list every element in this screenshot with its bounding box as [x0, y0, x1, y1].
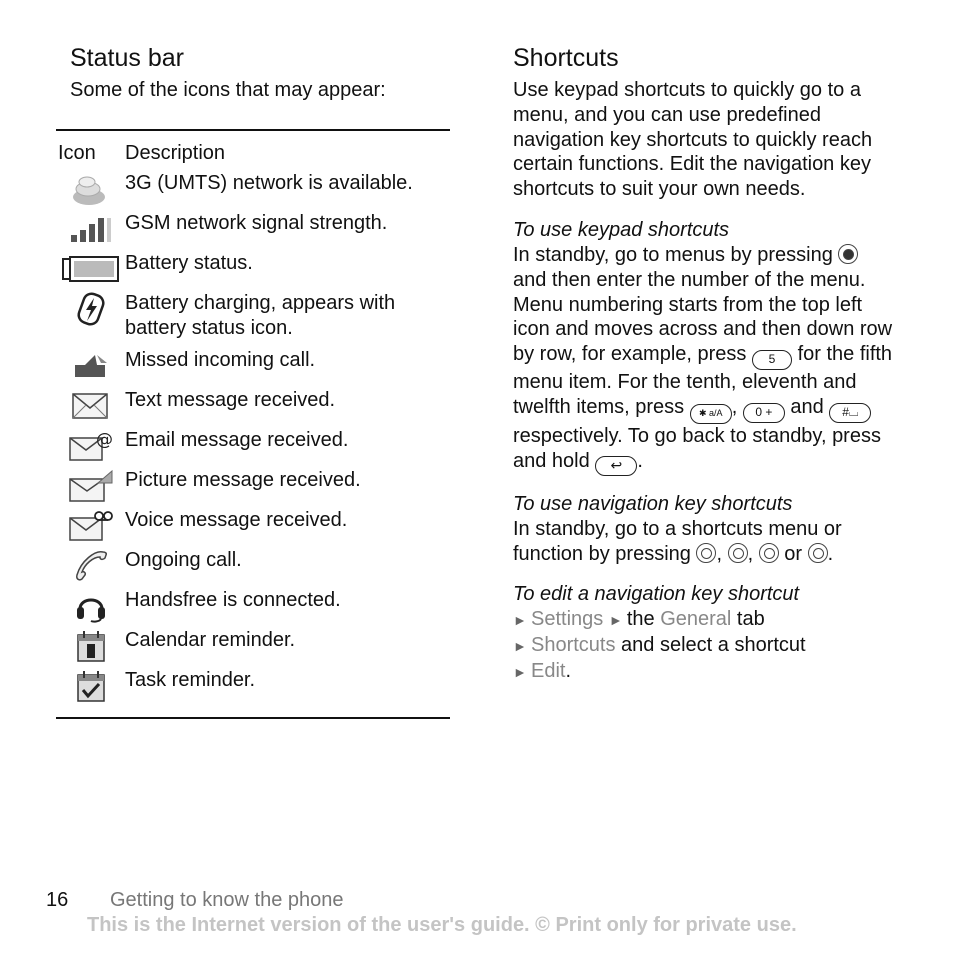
calendar-reminder-icon [56, 626, 125, 666]
row-description: Text message received. [125, 389, 336, 411]
icon-table [56, 129, 450, 719]
table-row [56, 249, 450, 289]
battery-icon [56, 249, 125, 289]
edit-shortcut-steps [513, 607, 897, 684]
back-key-icon: ↩ [595, 456, 637, 476]
nav-right-key-icon [808, 543, 828, 563]
key-zero-icon: 0 + [743, 403, 785, 423]
menu-settings: Settings [531, 608, 604, 631]
key-star-icon: ✱ a/A [690, 404, 732, 424]
signal-strength-icon [56, 209, 125, 249]
table-row [56, 626, 450, 666]
table-row [56, 666, 450, 706]
row-description: Missed incoming call. [125, 349, 316, 371]
menu-edit: Edit [531, 659, 566, 682]
handsfree-icon [56, 586, 125, 626]
menu-general-tab: General [660, 608, 732, 631]
key-hash-icon: #⌴ [829, 403, 871, 423]
row-description: Handsfree is connected. [125, 589, 341, 611]
nav-down-key-icon [728, 543, 748, 563]
table-row [56, 506, 450, 546]
table-row [56, 169, 450, 209]
arrow-right-icon: ► [513, 612, 527, 629]
col-header-icon: Icon [58, 141, 96, 164]
table-row [56, 209, 450, 249]
nav-shortcuts-heading: To use navigation key shortcuts [513, 492, 793, 515]
nav-shortcuts-text: In standby, go to a shortcuts menu or function by pressing , , or . [513, 517, 842, 565]
page-number: 16 [46, 889, 69, 911]
step-line: ► Settings ► the General tab [513, 607, 897, 633]
arrow-right-icon: ► [608, 612, 623, 629]
row-description: Task reminder. [125, 669, 256, 691]
status-bar-title: Status bar [70, 44, 184, 72]
nav-left-key-icon [759, 543, 779, 563]
voice-message-icon [56, 506, 125, 546]
missed-call-icon [56, 346, 125, 386]
svg-text:@: @ [95, 430, 113, 450]
status-bar-intro: Some of the icons that may appear: [70, 79, 386, 101]
3g-network-icon [56, 169, 125, 209]
shortcuts-section [513, 40, 897, 685]
footer-note: This is the Internet version of the user's guide. © Print only for private use. [87, 914, 797, 936]
table-row [56, 386, 450, 426]
nav-up-key-icon [696, 543, 716, 563]
status-bar-section [56, 40, 450, 719]
picture-message-icon [56, 466, 125, 506]
table-row [56, 426, 450, 466]
edit-shortcut-heading: To edit a navigation key shortcut [513, 583, 800, 606]
row-description: Calendar reminder. [125, 629, 296, 651]
arrow-right-icon: ► [513, 663, 527, 680]
step-line: ► Shortcuts and select a shortcut [513, 633, 897, 659]
table-row [56, 546, 450, 586]
ongoing-call-icon [56, 546, 125, 586]
table-row [56, 466, 450, 506]
keypad-shortcuts-heading: To use keypad shortcuts [513, 218, 730, 241]
row-description: Battery charging, appears with battery status icon. [125, 292, 396, 339]
text-message-icon [56, 386, 125, 426]
center-select-key-icon [838, 244, 858, 264]
shortcuts-title: Shortcuts [513, 44, 619, 72]
row-description: 3G (UMTS) network is available. [125, 172, 413, 194]
col-header-description: Description [125, 141, 226, 164]
keypad-shortcuts-text: In standby, go to menus by pressing and then enter the number of the menu. Menu numbering starts from the top left icon and moves across and then down row by row, for example, press 5 for the fifth menu item. For the tenth, eleventh and twelfth items, press ✱ a/A , 0 + and #⌴ respectively. To go back to standby, press and hold ↩ . [513, 243, 897, 476]
menu-shortcuts: Shortcuts [531, 634, 616, 657]
footer-section-title: Getting to know the phone [110, 889, 344, 911]
arrow-right-icon: ► [513, 638, 527, 655]
row-description: Ongoing call. [125, 549, 242, 571]
step-line: ► Edit. [513, 659, 897, 685]
row-description: Picture message received. [125, 469, 361, 491]
row-description: Email message received. [125, 429, 349, 451]
row-description: Voice message received. [125, 509, 348, 531]
key-5-icon: 5 [752, 350, 792, 370]
table-row [56, 586, 450, 626]
email-message-icon [56, 426, 125, 466]
task-reminder-icon [56, 666, 125, 706]
table-row [56, 346, 450, 386]
row-description: GSM network signal strength. [125, 212, 388, 234]
battery-charging-icon [56, 289, 125, 329]
row-description: Battery status. [125, 252, 253, 274]
table-header [56, 136, 450, 169]
table-row [56, 289, 450, 346]
shortcuts-intro: Use keypad shortcuts to quickly go to a menu, and you can use predefined navigation key shortcuts to quickly reach certain functions. Edit the navigation key shortcuts to suit your own needs. [513, 79, 873, 201]
